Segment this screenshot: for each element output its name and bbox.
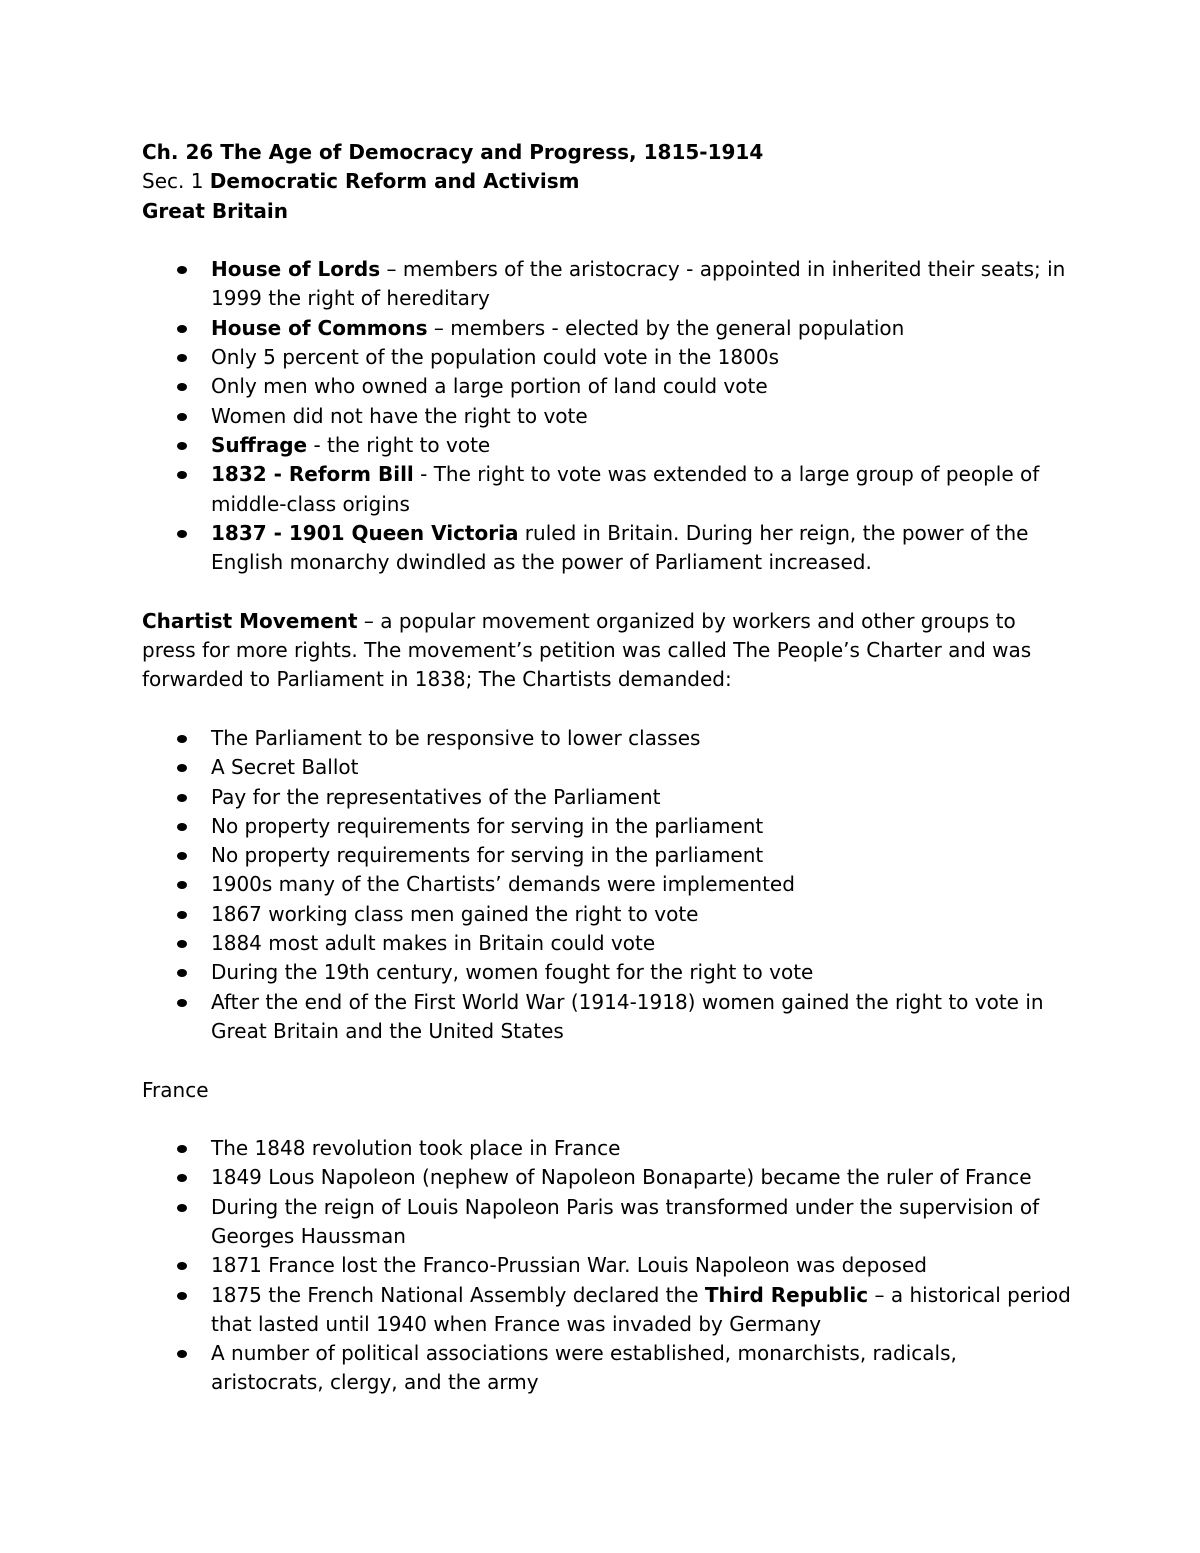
term: 1837 - 1901 Queen Victoria — [211, 520, 519, 545]
item-text: No property requirements for serving in the parliament — [211, 843, 764, 868]
item-text: The 1848 revolution took place in France — [211, 1136, 621, 1161]
list-item — [142, 343, 1072, 372]
bullet-icon — [177, 794, 187, 802]
bullet-icon — [177, 1292, 187, 1300]
section-name: Democratic Reform and Activism — [209, 169, 580, 194]
term: House of Commons — [211, 315, 428, 340]
item-text: 1884 most adult makes in Britain could vote — [211, 931, 656, 956]
item-text: During the reign of Louis Napoleon Paris was transformed under the supervision of Georges Haussman — [211, 1194, 1040, 1248]
list-item — [142, 929, 1072, 958]
list-item — [142, 841, 1072, 870]
item-text: 1849 Lous Napoleon (nephew of Napoleon Bonaparte) became the ruler of France — [211, 1165, 1032, 1190]
list-item — [142, 1163, 1072, 1192]
list-item — [142, 1193, 1072, 1252]
list-item — [142, 372, 1072, 401]
item-text: No property requirements for serving in the parliament — [211, 813, 764, 838]
definition: – members - elected by the general population — [427, 315, 905, 340]
list-item — [142, 812, 1072, 841]
bullet-icon — [177, 881, 187, 889]
definition: ruled in Britain. During her reign, the power of the English monarchy dwindled as the power of Parliament increased. — [211, 520, 1029, 575]
spacer — [142, 1105, 1072, 1134]
item-text: Only men who owned a large portion of land could vote — [211, 374, 768, 399]
item-text: Pay for the representatives of the Parliament — [211, 784, 661, 809]
item-text: During the 19th century, women fought for the right to vote — [211, 960, 814, 985]
spacer — [142, 1046, 1072, 1075]
list-item — [142, 402, 1072, 431]
bullet-icon — [177, 325, 187, 333]
bullet-icon — [177, 999, 187, 1007]
document-page — [142, 138, 1072, 1398]
britain-list — [142, 255, 1072, 577]
item-text: After the end of the First World War (1914-1918) women gained the right to vote in Great Britain and the United States — [211, 989, 1044, 1043]
bullet-icon — [177, 1262, 187, 1270]
chartist-paragraph — [142, 607, 1072, 695]
definition: – a popular movement organized by workers and other groups to press for more rights. The movement’s petition was called The People’s Charter and was forwarded to Parliament in 1838; The Chartists demanded: — [142, 608, 1032, 692]
list-item — [142, 753, 1072, 782]
section-title — [142, 167, 1072, 196]
list-item — [142, 519, 1072, 578]
chapter-title: Ch. 26 The Age of Democracy and Progress, 1815-1914 — [142, 140, 764, 164]
bullet-icon — [177, 471, 187, 479]
bullet-icon — [177, 442, 187, 450]
term: Chartist Movement — [142, 608, 358, 633]
list-item — [142, 988, 1072, 1047]
list-item — [142, 314, 1072, 343]
item-text: A Secret Ballot — [211, 755, 359, 780]
item-text: 1867 working class men gained the right to vote — [211, 901, 699, 926]
spacer — [142, 695, 1072, 724]
item-text: 1871 France lost the Franco-Prussian War. Louis Napoleon was deposed — [211, 1253, 927, 1278]
bullet-icon — [177, 1350, 187, 1358]
list-item — [142, 1281, 1072, 1340]
bullet-icon — [177, 383, 187, 391]
list-item — [142, 255, 1072, 314]
list-item — [142, 1251, 1072, 1280]
heading-france: France — [142, 1077, 209, 1102]
spacer — [142, 226, 1072, 255]
definition: – a historical period that lasted until 1940 when France was invaded by Germany — [211, 1282, 1071, 1336]
bullet-icon — [177, 1145, 187, 1153]
list-item — [142, 1339, 1072, 1398]
chartist-list — [142, 724, 1072, 1046]
bullet-icon — [177, 969, 187, 977]
definition: - the right to vote — [307, 432, 491, 457]
bullet-icon — [177, 530, 187, 538]
bullet-icon — [177, 735, 187, 743]
term: House of Lords — [211, 257, 381, 282]
definition: - The right to vote was extended to a large group of people of middle-class origins — [211, 462, 1040, 516]
item-text: Women did not have the right to vote — [211, 403, 588, 428]
item-text: 1900s many of the Chartists’ demands were implemented — [211, 872, 795, 897]
list-item — [142, 900, 1072, 929]
bullet-icon — [177, 852, 187, 860]
bullet-icon — [177, 413, 187, 421]
term: 1832 - Reform Bill — [211, 462, 414, 487]
bullet-icon — [177, 354, 187, 362]
bullet-icon — [177, 266, 187, 274]
item-text: A number of political associations were established, monarchists, radicals, aristocrats, clergy, and the army — [211, 1341, 957, 1395]
list-item — [142, 431, 1072, 460]
item-text: 1875 the French National Assembly declared the — [211, 1282, 705, 1307]
term: Suffrage — [211, 432, 308, 457]
item-text: The Parliament to be responsive to lower classes — [211, 725, 701, 750]
bullet-icon — [177, 940, 187, 948]
section-prefix: Sec. 1 — [142, 169, 210, 194]
heading-great-britain: Great Britain — [142, 198, 288, 223]
list-item — [142, 724, 1072, 753]
list-item — [142, 460, 1072, 519]
definition: – members of the aristocracy - appointed in inherited their seats; in 1999 the right of hereditary — [211, 257, 1066, 311]
bullet-icon — [177, 823, 187, 831]
list-item — [142, 870, 1072, 899]
list-item — [142, 1134, 1072, 1163]
spacer — [142, 577, 1072, 606]
bullet-icon — [177, 911, 187, 919]
bullet-icon — [177, 1174, 187, 1182]
term: Third Republic — [704, 1282, 869, 1307]
item-text: Only 5 percent of the population could vote in the 1800s — [211, 345, 779, 370]
france-list — [142, 1134, 1072, 1398]
bullet-icon — [177, 764, 187, 772]
bullet-icon — [177, 1204, 187, 1212]
list-item — [142, 783, 1072, 812]
list-item — [142, 958, 1072, 987]
